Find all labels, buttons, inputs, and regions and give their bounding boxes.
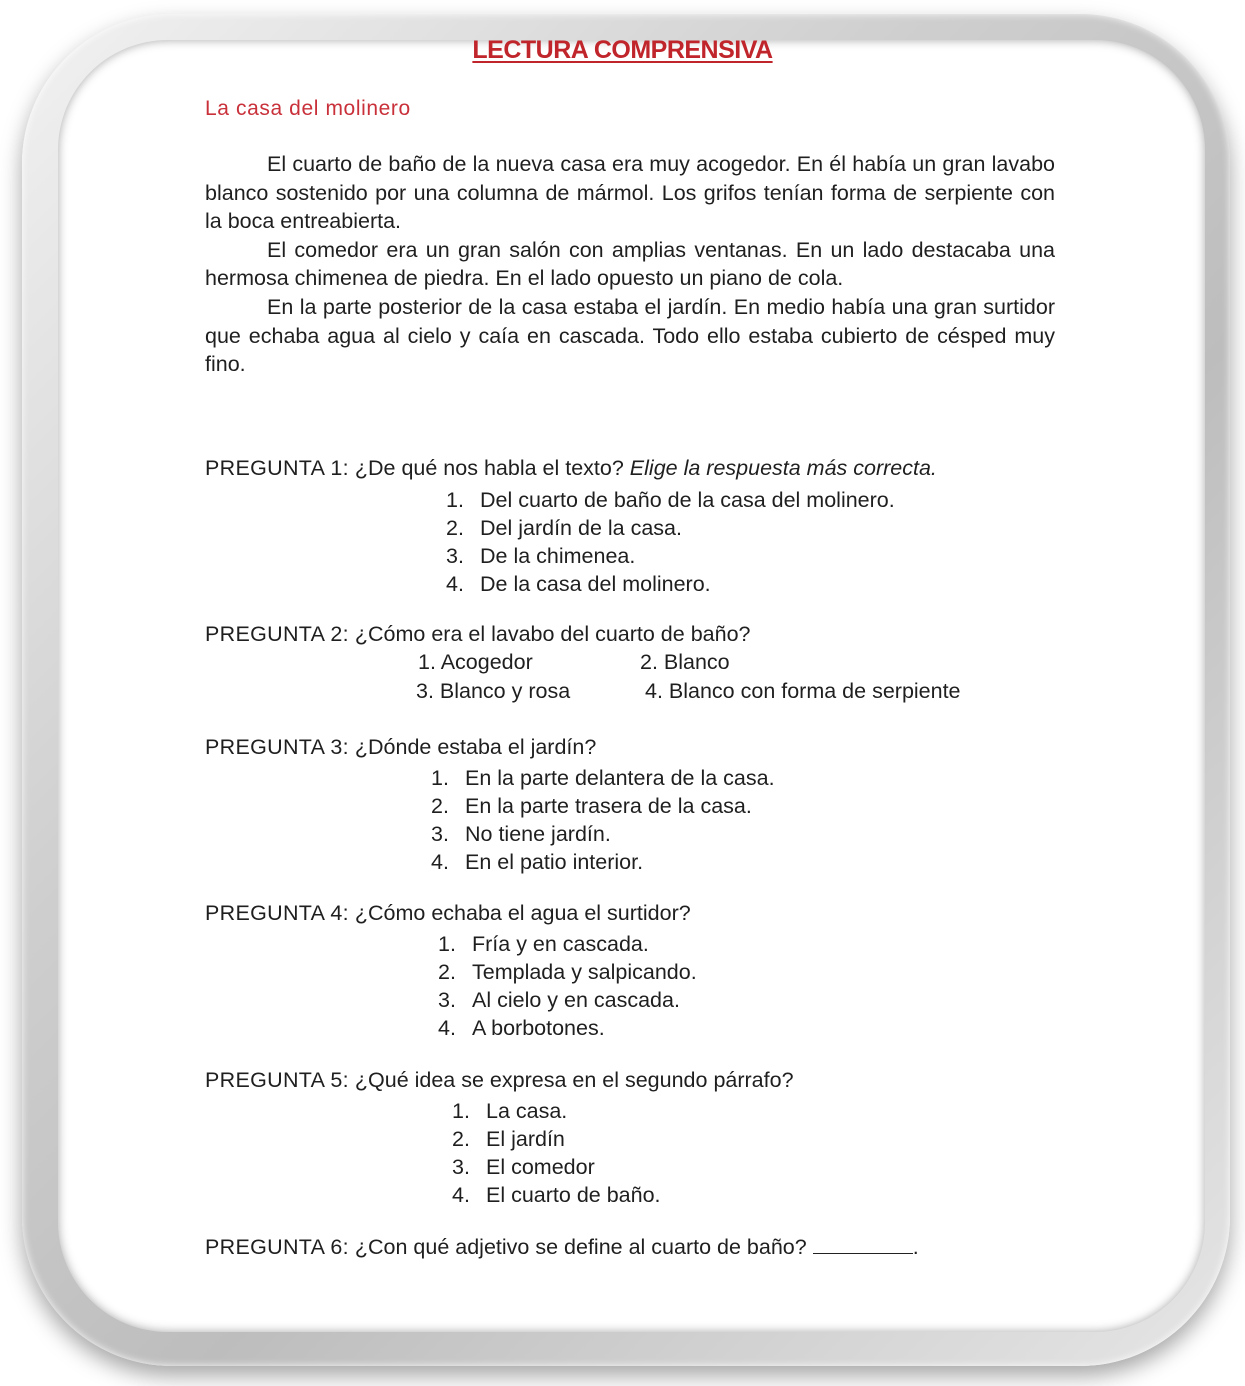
paragraph-2: El comedor era un gran salón con amplias ventanas. En un lado destacaba una hermosa chimenea de piedra. En el lado opuesto un piano de cola. — [205, 237, 1055, 291]
question-4-options — [438, 930, 697, 1042]
question-instruction: Elige la respuesta más correcta. — [629, 456, 937, 480]
option[interactable]: 1. La casa. — [452, 1099, 568, 1123]
question-1-options — [446, 486, 895, 598]
option[interactable]: 1. Acogedor — [418, 650, 533, 674]
option[interactable]: 2. El jardín — [452, 1127, 565, 1151]
question-5-options — [452, 1097, 661, 1209]
answer-blank[interactable] — [813, 1235, 913, 1254]
option[interactable]: 3. El comedor — [452, 1155, 595, 1179]
question-text: ¿Cómo echaba el agua el surtidor? — [354, 901, 691, 925]
question-text: ¿Dónde estaba el jardín? — [354, 735, 597, 759]
option[interactable]: 1. Fría y en cascada. — [438, 932, 649, 956]
worksheet-title: LECTURA COMPRENSIVA — [472, 36, 773, 64]
question-3-options — [431, 764, 775, 876]
option[interactable]: 3. Al cielo y en cascada. — [438, 988, 680, 1012]
question-text: ¿Cómo era el lavabo del cuarto de baño? — [354, 622, 751, 646]
option[interactable]: 4. Blanco con forma de serpiente — [645, 679, 961, 703]
question-text: ¿Con qué adjetivo se define al cuarto de baño? — [354, 1235, 807, 1259]
paragraph-1: El cuarto de baño de la nueva casa era muy acogedor. En él había un gran lavabo blanco sostenido por una columna de mármol. Los grifos tenían forma de serpiente con la boca entreabierta. — [205, 152, 1055, 234]
option[interactable]: 2. Blanco — [640, 650, 730, 674]
question-3 — [205, 735, 596, 760]
option[interactable]: 2. Del jardín de la casa. — [446, 516, 682, 540]
question-label: PREGUNTA 4: — [205, 901, 349, 925]
option[interactable]: 1. En la parte delantera de la casa. — [431, 766, 775, 790]
question-label: PREGUNTA 2: — [205, 622, 349, 646]
paragraph-3: En la parte posterior de la casa estaba el jardín. En medio había una gran surtidor que echaba agua al cielo y caía en cascada. Todo ello estaba cubierto de césped muy fino. — [205, 294, 1055, 377]
question-text: ¿Qué idea se expresa en el segundo párrafo? — [354, 1068, 794, 1092]
question-2 — [205, 622, 750, 647]
option[interactable]: 2. Templada y salpicando. — [438, 960, 697, 984]
option[interactable]: 4. El cuarto de baño. — [452, 1183, 661, 1207]
question-1 — [205, 456, 937, 481]
question-6: PREGUNTA 6: ¿Con qué adjetivo se define al cuarto de baño? . — [205, 1235, 919, 1259]
question-text: ¿De qué nos habla el texto? — [354, 456, 624, 480]
story-title: La casa del molinero — [205, 97, 411, 120]
question-label: PREGUNTA 6: — [205, 1235, 349, 1259]
question-5 — [205, 1068, 794, 1093]
question-label: PREGUNTA 5: — [205, 1068, 349, 1092]
question-label: PREGUNTA 1: — [205, 456, 349, 480]
option[interactable]: 4. En el patio interior. — [431, 850, 644, 874]
question-label: PREGUNTA 3: — [205, 735, 349, 759]
option[interactable]: 3. Blanco y rosa — [416, 679, 571, 703]
option[interactable]: 4. De la casa del molinero. — [446, 572, 711, 596]
option[interactable]: 2. En la parte trasera de la casa. — [431, 794, 752, 818]
story-text — [205, 150, 1055, 379]
option[interactable]: 1. Del cuarto de baño de la casa del molinero. — [446, 488, 895, 512]
option[interactable]: 3. De la chimenea. — [446, 544, 636, 568]
option[interactable]: 4. A borbotones. — [438, 1016, 605, 1040]
option[interactable]: 3. No tiene jardín. — [431, 822, 611, 846]
question-4 — [205, 901, 691, 926]
